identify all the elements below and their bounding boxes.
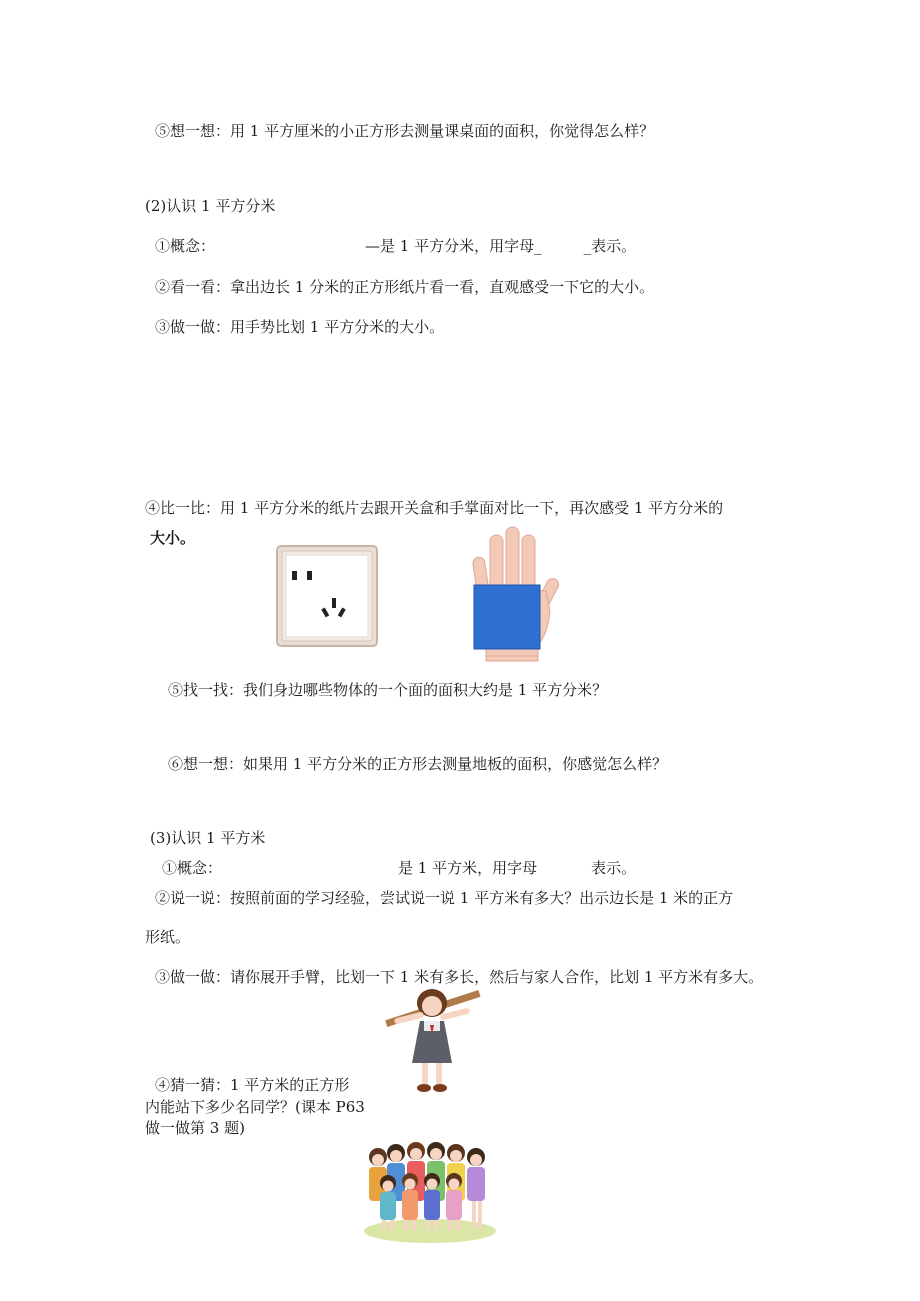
guess-activity-line2: 内能站下多少名同学？(课本 P63	[145, 1098, 365, 1116]
say-activity-line1: ②说一说：按照前面的学习经验，尝试说一说 1 平方米有多大？出示边长是 1 米的正方	[155, 889, 734, 907]
guess-activity-line1: ④猜一猜：1 平方米的正方形	[155, 1076, 350, 1094]
find-activity: ⑤找一找：我们身边哪些物体的一个面的面积大约是 1 平方分米？	[168, 681, 608, 699]
heading-square-meter: (3)认识 1 平方米	[150, 829, 266, 847]
say-activity-line2: 形纸。	[145, 928, 191, 946]
heading-square-decimeter: (2)认识 1 平方分米	[145, 197, 276, 215]
compare-activity-line1: ④比一比：用 1 平方分米的纸片去跟开关盒和手掌面对比一下，再次感受 1 平方分米的	[145, 499, 724, 517]
concept-mid-text: —是 1 平方分米，用字母_	[365, 237, 542, 255]
concept-mid-text: 是 1 平方米，用字母	[398, 859, 538, 877]
question-think-sq-cm: ⑤想一想：用 1 平方厘米的小正方形去测量课桌面的面积，你觉得怎么样？	[155, 122, 655, 140]
compare-activity-line2: 大小。	[150, 529, 196, 547]
concept-square-decimeter	[155, 236, 636, 256]
children-group-image	[360, 1135, 500, 1245]
hand-with-square-image	[462, 525, 564, 663]
concept-square-meter	[162, 858, 636, 878]
girl-with-meter-stick-image	[380, 985, 485, 1095]
do-activity: ③做一做：用手势比划 1 平方分米的大小。	[155, 318, 445, 336]
concept-label: ①概念：	[162, 859, 223, 877]
think-activity: ⑥想一想：如果用 1 平方分米的正方形去测量地板的面积，你感觉怎么样？	[168, 755, 668, 773]
do-activity-meter: ③做一做：请你展开手臂，比划一下 1 米有多长，然后与家人合作，比划 1 平方米有多大。	[155, 968, 764, 986]
concept-end-text: 表示。	[591, 859, 637, 877]
look-activity: ②看一看：拿出边长 1 分米的正方形纸片看一看，直观感受一下它的大小。	[155, 278, 655, 296]
socket-image	[276, 545, 378, 647]
concept-end-text: _表示。	[583, 237, 637, 255]
guess-activity-line3: 做一做第 3 题)	[145, 1119, 245, 1137]
concept-label: ①概念：	[155, 237, 216, 255]
